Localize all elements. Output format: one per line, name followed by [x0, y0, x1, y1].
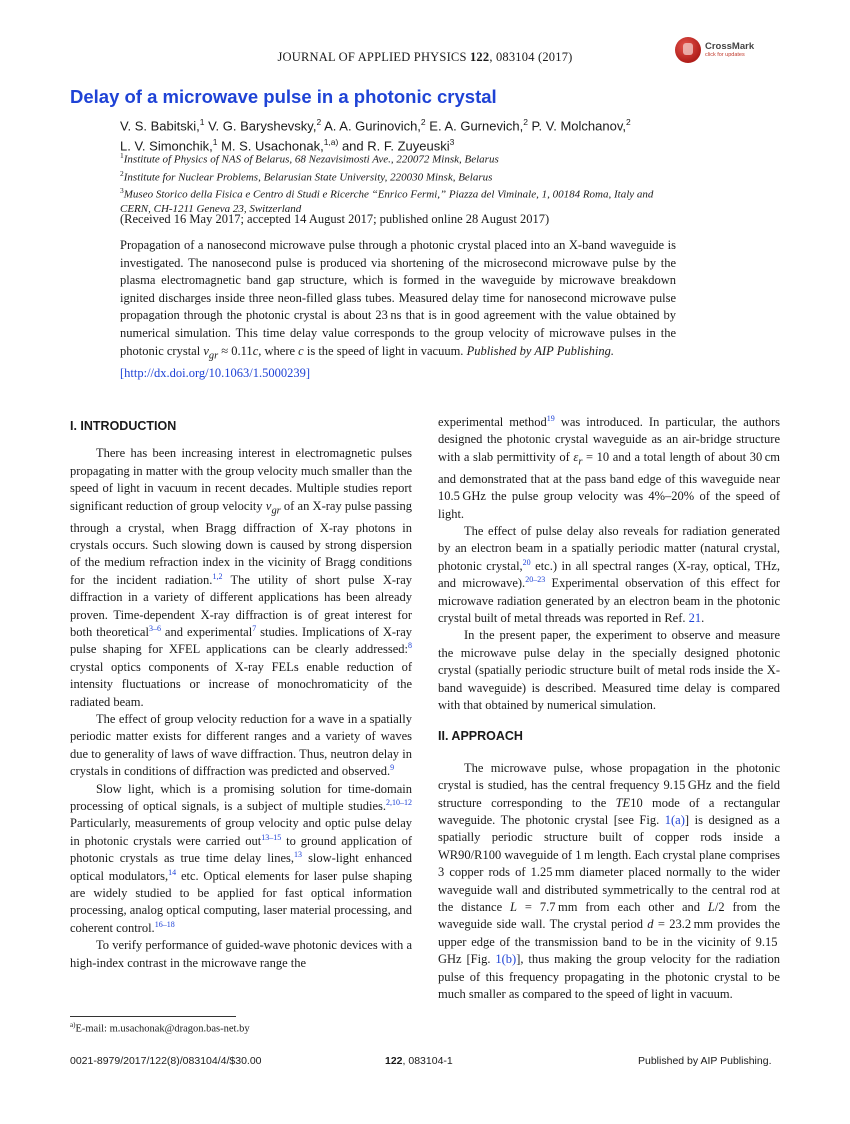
affiliations [120, 149, 680, 216]
footnote-divider [70, 1016, 236, 1017]
paragraph [70, 937, 412, 972]
author-name: A. A. Gurinovich, [321, 118, 421, 134]
paragraph [438, 760, 780, 1004]
math-symbol: d [647, 917, 654, 932]
author-name: L. V. Simonchik, [120, 138, 213, 154]
math-expression: ≈ 0.11 [218, 343, 253, 358]
body-text: The utility of short pulse X-ray diffraction in a variety of different applications has been already proven. Time-dependent X-ray diffraction is of great interest for both theoretical [70, 572, 412, 639]
affiliation: Museo Storico della Fisica e Centro di Studi e Ricerche “Enrico Fermi,” Piazza del Viminale, 1, 00184 Roma, Italy and CERN, CH-1211 Geneva 23, Switzerland [120, 188, 654, 215]
author-name: V. G. Baryshevsky, [204, 118, 317, 134]
footnote-email: E-mail: m.usachonak@dragon.bas-net.by [75, 1023, 250, 1035]
doi-link[interactable]: [http://dx.doi.org/10.1063/1.5000239] [120, 365, 311, 380]
journal-name: JOURNAL OF APPLIED PHYSICS [277, 50, 467, 64]
right-column [438, 414, 780, 1004]
publisher-note: Published by AIP Publishing. [466, 343, 615, 358]
left-column [70, 418, 412, 972]
affiliation-number: 3 [120, 186, 124, 196]
section-heading-introduction: I. INTRODUCTION [70, 419, 177, 433]
body-text: 10 mode of a rectangular waveguide. The photonic crystal [see Fig. [438, 795, 780, 828]
body-text: In the present paper, the experiment to observe and measure the microwave pulse delay in the specially designed photonic crystal (spatially periodic structure built of metal rods inside the X-band waveguide) is described. Measured time delay is compared with that obtained by numerical simulation. [438, 628, 780, 712]
affiliation-number: 1 [120, 151, 124, 160]
affiliation-marker: 2 [523, 117, 528, 127]
citation-link[interactable]: 2,10–12 [386, 797, 412, 807]
body-text: ], thus making the group velocity for the radiation pulse of this frequency propagating in the photonic crystal to be much smaller as compared to the speed of light in vacuum. [438, 952, 780, 1002]
footer-issn: 0021-8979/2017/122(8)/083104/4/$30.00 [70, 1055, 262, 1067]
citation-link[interactable]: 16–18 [154, 919, 175, 929]
affiliation: Institute of Physics of NAS of Belarus, 68 Nezavisimosti Ave., 220072 Minsk, Belarus [123, 153, 499, 166]
citation-link[interactable]: 8 [408, 641, 412, 651]
body-text: = 7.7 mm from each other and [517, 900, 708, 915]
body-text: = 23.2 mm provides the upper edge of the transmission band to be in the vicinity of 9.15 GHz [Fig. [438, 917, 780, 967]
math-symbol: ε [573, 449, 579, 464]
citation-link[interactable]: 14 [168, 867, 177, 877]
math-subscript: gr [271, 505, 281, 517]
abstract-text: Propagation of a nanosecond microwave pulse through a photonic crystal placed into an X-band waveguide is investigated. The nanosecond pulse is produced via shortening of the microsecond microwave pulse by the plasma electromagnetic band gap structure, which is formed in the waveguide by microwave breakdown ignited discharges inside three neon-filled glass tubes. Measured delay time for nanosecond microwave pulse propagation through the photonic crystal is about 23 ns that is in good agreement with the value obtained by numerical simulation. This time delay value corresponds to the group velocity of microwave pulses in the photonic crystal [120, 238, 676, 358]
citation-link[interactable]: 1,2 [212, 571, 223, 581]
body-text: = 10 and a total length of about 30 cm and demonstrated that at the pass band edge of this waveguide near 10.5 GHz the pulse group velocity was 4%–20% of the speed of light. [438, 449, 780, 521]
math-symbol: TE [615, 795, 631, 810]
math-symbol: v [203, 343, 209, 358]
body-text: There has been increasing interest in electromagnetic pulses propagating in matter with the group velocity much smaller than the speed of light in vacuum in recent decades. Multiple studies report significant reduction of group velocity [70, 446, 412, 513]
author-name: P. V. Molchanov, [527, 118, 626, 134]
reference-link[interactable]: 21 [688, 610, 702, 625]
math-subscript: r [578, 456, 583, 468]
citation-link[interactable]: 20 [522, 557, 531, 567]
body-text: The effect of pulse delay also reveals for radiation generated by an electron beam in a spatially periodic matter (natural crystal, photonic crystal, [438, 523, 780, 573]
affiliation-marker: 1 [212, 137, 218, 148]
citation-link[interactable]: 20–23 [525, 575, 546, 584]
body-text: studies. Implications of X-ray pulse shaping for XFEL applications can be clearly addressed: [70, 624, 412, 657]
affiliation: Institute for Nuclear Problems, Belarusian State University, 220030 Minsk, Belarus [123, 171, 493, 184]
paragraph [70, 711, 412, 781]
footer-page-number [385, 1055, 453, 1067]
body-text: of an X-ray pulse passing through a crystal, when Bragg diffraction of X-ray photons in crystals occurs. Such slowing down is caused by strong dispersion of the medium refraction index in the vicinity of Bragg conditions for the incident radiation. [70, 498, 413, 587]
paper-title: Delay of a microwave pulse in a photonic crystal [70, 86, 497, 107]
citation-link[interactable]: 13–15 [261, 832, 282, 842]
math-symbol: L [707, 900, 715, 915]
math-symbol: c [298, 343, 304, 358]
author-name: E. A. Gurnevich, [425, 118, 524, 134]
footer-volume: 122 [385, 1055, 403, 1067]
paragraph [70, 781, 412, 938]
affiliation-marker: 2 [625, 117, 631, 127]
figure-link[interactable]: 1(a) [664, 813, 685, 828]
citation-link[interactable]: 7 [252, 623, 257, 633]
crossmark-icon [675, 37, 701, 63]
crossmark-subtitle: click for updates [705, 52, 745, 58]
math-subscript: gr [208, 350, 219, 362]
paragraph [438, 414, 780, 523]
section-heading-approach: II. APPROACH [438, 729, 523, 744]
body-text: etc. Optical elements for laser pulse shaping are widely studied to be applied for fast optical information processing, analog optical computing, laser material processing, and coherent control. [70, 868, 412, 935]
math-symbol: L [510, 900, 517, 915]
math-symbol: v [265, 498, 272, 513]
crossmark-badge[interactable] [675, 37, 785, 65]
body-text: ] is designed as a spatially periodic structure built of copper rods inside a WR90/R100 waveguide of 1 m length. Each crystal plane comprises 3 copper rods of 1.25 mm diameter placed normally to the wider waveguide wall and distributed symmetrically to the central rod at the distance [438, 813, 780, 915]
affiliation-marker: 2 [316, 117, 322, 127]
body-text: slow-light enhanced optical modulators, [70, 851, 412, 883]
footnote [70, 1021, 250, 1035]
citation-link[interactable]: 3–6 [148, 623, 161, 633]
body-text: Particularly, measurements of group velocity and optic pulse delay in photonic crystals were carried out [70, 816, 412, 848]
abstract [120, 237, 676, 382]
body-text: to ground application of photonic crystals as true time delay lines, [70, 833, 412, 866]
math-symbol: c [252, 343, 259, 358]
footnote-marker: a) [70, 1021, 76, 1029]
body-text: The effect of group velocity reduction for a wave in a spatially periodic matter exists for different ranges and a variety of waves due to generality of laws of wave diffraction. Thus, neutron delay in crystals in conditions of diffraction was predicted and observed. [70, 712, 412, 779]
body-text: To verify performance of guided-wave photonic devices with a high-index contrast in the microwave range the [70, 938, 412, 970]
received-dates: (Received 16 May 2017; accepted 14 August 2017; published online 28 August 2017) [120, 212, 550, 226]
author-name: M. S. Usachonak, [217, 138, 324, 154]
body-text: and experimental [160, 624, 253, 639]
figure-link[interactable]: 1(b) [495, 952, 517, 967]
citation-link[interactable]: 19 [546, 413, 555, 423]
body-text: Slow light, which is a promising solution for time-domain processing of optical signals, is a subject of multiple studies. [70, 781, 412, 814]
footer-page: , 083104-1 [402, 1055, 453, 1067]
body-text: /2 from the waveguide side wall. The crystal period [438, 900, 780, 932]
body-text: was introduced. In particular, the authors designed the photonic crystal waveguide as an air-bridge structure with a slab permittivity of [438, 415, 780, 464]
affiliation-marker: 2 [420, 117, 426, 127]
affiliation-marker: 1,a) [323, 137, 339, 148]
footer-publisher: Published by AIP Publishing. [638, 1055, 772, 1067]
paragraph [438, 627, 780, 714]
affiliation-marker: 1 [199, 117, 205, 127]
body-text: The microwave pulse, whose propagation in the photonic crystal is studied, has the central frequency 9.15 GHz and the field structure corresponding to the [438, 760, 780, 810]
citation-link[interactable]: 9 [390, 763, 395, 773]
body-text: experimental method [438, 415, 547, 429]
affiliation-marker: 3 [449, 137, 455, 148]
paragraph [70, 445, 412, 711]
affiliation-number: 2 [120, 168, 124, 178]
citation-link[interactable]: 13 [294, 850, 303, 860]
body-text: Experimental observation of this effect for microwave radiation generated by an electron beam in the photonic crystal built of metal threads was reported in Ref. [438, 576, 780, 625]
journal-article-info: , 083104 (2017) [489, 50, 573, 64]
paragraph [438, 523, 780, 627]
body-text: crystal optics components of X-ray FELs enable reduction of intensity fluctuations or increase of monochromaticity of the radiated beam. [70, 659, 412, 709]
body-text: etc.) in all spectral ranges (X-ray, optical, THz, and microwave). [438, 558, 780, 591]
journal-volume: 122 [469, 50, 490, 64]
abstract-text: , where [258, 343, 299, 358]
crossmark-title: CrossMark [705, 41, 755, 52]
abstract-text: is the speed of light in vacuum. [303, 343, 467, 358]
author-name: and R. F. Zuyeuski [338, 138, 450, 154]
author-name: V. S. Babitski, [120, 118, 200, 134]
body-text: . [701, 610, 705, 625]
